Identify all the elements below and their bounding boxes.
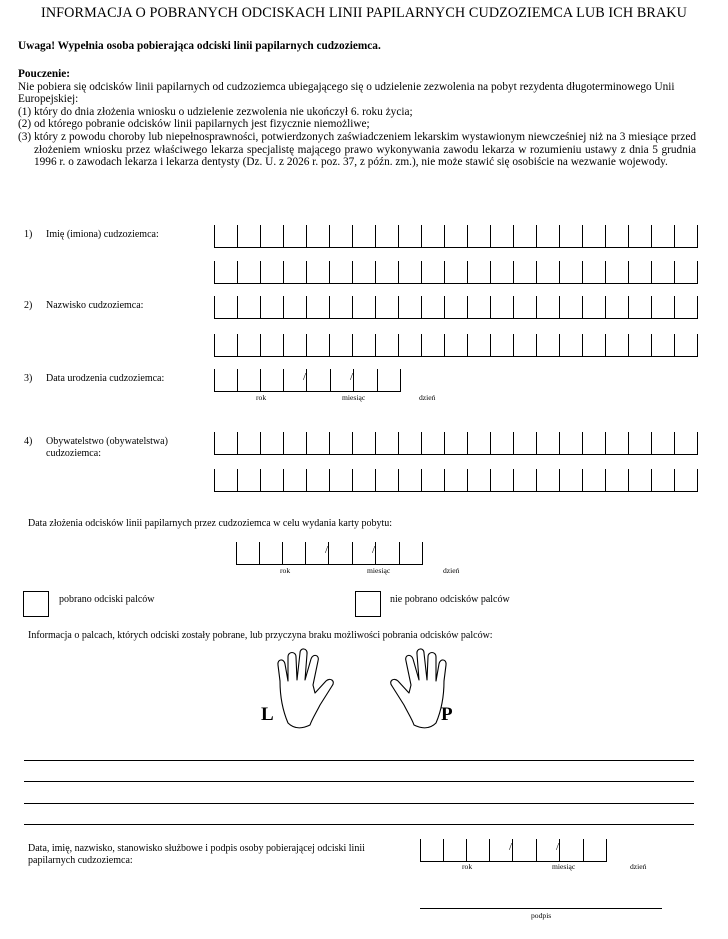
first-name-grid-2[interactable] (214, 261, 698, 284)
writing-line[interactable] (24, 824, 694, 825)
char-cell[interactable] (353, 261, 376, 283)
char-cell[interactable] (422, 432, 445, 454)
char-cell[interactable] (307, 469, 330, 491)
char-cell[interactable] (422, 261, 445, 283)
char-cell[interactable] (238, 334, 261, 356)
char-cell[interactable] (422, 469, 445, 491)
submission-date-grid[interactable] (236, 542, 423, 565)
char-cell[interactable] (560, 432, 583, 454)
char-cell[interactable] (675, 432, 698, 454)
char-cell[interactable] (330, 261, 353, 283)
char-cell[interactable] (261, 432, 284, 454)
char-cell[interactable] (514, 334, 537, 356)
char-cell[interactable] (215, 369, 238, 391)
notice-item: (1) który do dnia złożenia wniosku o udzielenie zezwolenia nie ukończył 6. roku życia; (18, 105, 413, 118)
char-cell[interactable] (444, 839, 467, 861)
char-cell[interactable] (284, 432, 307, 454)
form-title: INFORMACJA O POBRANYCH ODCISKACH LINII PAPILARNYCH CUDZOZIEMCA LUB ICH BRAKU (41, 5, 687, 21)
birth-date-label: Data urodzenia cudzoziemca: (46, 373, 165, 384)
fingerprints-not-taken-label: nie pobrano odcisków palców (390, 594, 510, 605)
char-cell[interactable] (537, 261, 560, 283)
char-cell[interactable] (583, 334, 606, 356)
char-cell[interactable] (238, 432, 261, 454)
day-label: dzień (443, 566, 460, 575)
fingerprints-not-taken-checkbox[interactable] (355, 591, 381, 617)
char-cell[interactable] (513, 839, 537, 861)
char-cell[interactable] (445, 469, 468, 491)
char-cell[interactable] (652, 261, 675, 283)
char-cell[interactable] (560, 469, 583, 491)
char-cell[interactable] (468, 261, 491, 283)
hands-icon (272, 643, 452, 731)
day-label: dzień (419, 393, 436, 402)
char-cell[interactable] (261, 261, 284, 283)
signature-line[interactable] (420, 908, 662, 909)
char-cell[interactable] (261, 296, 284, 318)
char-cell[interactable] (399, 225, 422, 247)
char-cell[interactable] (537, 225, 560, 247)
notice-heading: Pouczenie: (18, 68, 71, 80)
field-number: 2) (24, 300, 33, 311)
char-cell[interactable] (491, 296, 514, 318)
char-cell[interactable] (537, 469, 560, 491)
char-cell[interactable] (283, 542, 306, 564)
first-name-grid-1[interactable] (214, 225, 698, 248)
char-cell[interactable] (422, 334, 445, 356)
char-cell[interactable] (560, 296, 583, 318)
char-cell[interactable] (445, 334, 468, 356)
citizenship-grid-1[interactable] (214, 432, 698, 455)
char-cell[interactable] (629, 432, 652, 454)
char-cell[interactable] (330, 334, 353, 356)
char-cell[interactable] (399, 261, 422, 283)
char-cell[interactable] (307, 334, 330, 356)
char-cell[interactable] (514, 225, 537, 247)
field-number: 3) (24, 373, 33, 384)
char-cell[interactable] (537, 432, 560, 454)
char-cell[interactable] (445, 296, 468, 318)
char-cell[interactable] (629, 296, 652, 318)
char-cell[interactable] (215, 296, 238, 318)
char-cell[interactable] (421, 839, 444, 861)
char-cell[interactable] (284, 334, 307, 356)
char-cell[interactable] (491, 432, 514, 454)
char-cell[interactable] (652, 334, 675, 356)
char-cell[interactable] (307, 261, 330, 283)
char-cell[interactable] (307, 369, 331, 391)
field-number: 4) (24, 436, 33, 447)
char-cell[interactable] (606, 225, 629, 247)
char-cell[interactable] (215, 261, 238, 283)
char-cell[interactable] (514, 469, 537, 491)
char-cell[interactable] (376, 261, 399, 283)
char-cell[interactable] (514, 261, 537, 283)
char-cell[interactable] (514, 432, 537, 454)
char-cell[interactable] (652, 432, 675, 454)
char-cell[interactable] (353, 432, 376, 454)
left-hand-icon (278, 649, 333, 728)
char-cell[interactable] (215, 469, 238, 491)
char-cell[interactable] (215, 334, 238, 356)
char-cell[interactable] (307, 296, 330, 318)
char-cell[interactable] (399, 469, 422, 491)
char-cell[interactable] (537, 334, 560, 356)
notice-item: (2) od którego pobranie odcisków linii papilarnych jest fizycznie niemożliwe; (18, 118, 370, 131)
char-cell[interactable] (583, 225, 606, 247)
char-cell[interactable] (468, 296, 491, 318)
char-cell[interactable] (215, 225, 238, 247)
writing-line[interactable] (24, 760, 694, 761)
char-cell[interactable] (629, 225, 652, 247)
char-cell[interactable] (330, 469, 353, 491)
char-cell[interactable] (468, 432, 491, 454)
char-cell[interactable] (675, 261, 698, 283)
char-cell[interactable] (445, 261, 468, 283)
char-cell[interactable] (399, 334, 422, 356)
signer-label: Data, imię, nazwisko, stanowisko służbowe i podpis osoby pobierającej odciski linii papilarnych cudzoziemca: (28, 843, 365, 866)
char-cell[interactable] (675, 225, 698, 247)
char-cell[interactable] (583, 432, 606, 454)
day-label: dzień (630, 862, 647, 871)
first-name-label: Imię (imiona) cudzoziemca: (46, 229, 159, 240)
char-cell[interactable] (261, 334, 284, 356)
char-cell[interactable] (514, 296, 537, 318)
char-cell[interactable] (376, 542, 400, 564)
signing-date-grid[interactable] (420, 839, 607, 862)
char-cell[interactable] (583, 261, 606, 283)
char-cell[interactable] (652, 225, 675, 247)
char-cell[interactable] (606, 432, 629, 454)
signature-label: podpis (531, 911, 552, 920)
char-cell[interactable] (491, 225, 514, 247)
char-cell[interactable] (560, 225, 583, 247)
right-hand-icon (391, 649, 446, 728)
month-label: miesiąc (367, 566, 391, 575)
submission-date-label: Data złożenia odcisków linii papilarnych przez cudzoziemca w celu wydania karty pobytu: (28, 518, 393, 529)
char-cell[interactable] (260, 542, 283, 564)
char-cell[interactable] (491, 334, 514, 356)
char-cell[interactable] (560, 839, 584, 861)
char-cell[interactable] (376, 469, 399, 491)
char-cell[interactable] (238, 225, 261, 247)
char-cell[interactable] (468, 334, 491, 356)
char-cell[interactable] (583, 296, 606, 318)
char-cell[interactable] (284, 469, 307, 491)
notice-section (18, 68, 696, 169)
birth-date-grid[interactable] (214, 369, 401, 392)
writing-line[interactable] (24, 803, 694, 804)
char-cell[interactable] (376, 296, 399, 318)
char-cell[interactable] (353, 296, 376, 318)
char-cell[interactable] (491, 261, 514, 283)
surname-label: Nazwisko cudzoziemca: (46, 300, 144, 311)
char-cell[interactable] (606, 334, 629, 356)
fingerprints-taken-checkbox[interactable] (23, 591, 49, 617)
surname-grid-2[interactable] (214, 334, 698, 357)
char-cell[interactable] (606, 261, 629, 283)
char-cell[interactable] (261, 225, 284, 247)
char-cell[interactable] (468, 469, 491, 491)
char-cell[interactable] (468, 225, 491, 247)
char-cell[interactable] (675, 469, 698, 491)
right-hand-letter: P (441, 704, 453, 725)
surname-grid-1[interactable] (214, 296, 698, 319)
fingers-info-label: Informacja o palcach, których odciski zostały pobrane, lub przyczyna braku możliwości pobrania odcisków palców: (28, 630, 493, 641)
char-cell[interactable] (583, 469, 606, 491)
char-cell[interactable] (422, 296, 445, 318)
char-cell[interactable] (284, 261, 307, 283)
char-cell[interactable] (238, 369, 261, 391)
char-cell[interactable] (237, 542, 260, 564)
char-cell[interactable] (284, 296, 307, 318)
char-cell[interactable] (606, 469, 629, 491)
char-cell[interactable] (330, 296, 353, 318)
field-number: 1) (24, 229, 33, 240)
char-cell[interactable] (652, 296, 675, 318)
char-cell[interactable] (467, 839, 490, 861)
char-cell[interactable] (329, 542, 353, 564)
char-cell[interactable] (376, 334, 399, 356)
char-cell[interactable] (353, 334, 376, 356)
char-cell[interactable] (491, 469, 514, 491)
char-cell[interactable] (376, 432, 399, 454)
char-cell[interactable] (606, 296, 629, 318)
month-label: miesiąc (552, 862, 576, 871)
char-cell[interactable] (307, 225, 330, 247)
char-cell[interactable] (238, 469, 261, 491)
citizenship-grid-2[interactable] (214, 469, 698, 492)
char-cell[interactable] (376, 225, 399, 247)
char-cell[interactable] (445, 225, 468, 247)
char-cell[interactable] (629, 334, 652, 356)
char-cell[interactable] (238, 296, 261, 318)
char-cell[interactable] (238, 261, 261, 283)
char-cell[interactable] (353, 469, 376, 491)
char-cell[interactable] (378, 369, 401, 391)
char-cell[interactable] (353, 225, 376, 247)
char-cell[interactable] (560, 261, 583, 283)
char-cell[interactable] (537, 296, 560, 318)
char-cell[interactable] (399, 432, 422, 454)
char-cell[interactable] (400, 542, 423, 564)
warning-text: Uwaga! Wypełnia osoba pobierająca odciski linii papilarnych cudzoziemca. (18, 40, 381, 52)
year-label: rok (280, 566, 291, 575)
char-cell[interactable] (354, 369, 378, 391)
year-label: rok (256, 393, 267, 402)
char-cell[interactable] (330, 432, 353, 454)
char-cell[interactable] (629, 261, 652, 283)
char-cell[interactable] (399, 296, 422, 318)
year-label: rok (462, 862, 473, 871)
char-cell[interactable] (629, 469, 652, 491)
fingerprints-taken-label: pobrano odciski palców (59, 594, 155, 605)
char-cell[interactable] (307, 432, 330, 454)
writing-line[interactable] (24, 781, 694, 782)
char-cell[interactable] (445, 432, 468, 454)
char-cell[interactable] (261, 369, 284, 391)
char-cell[interactable] (675, 296, 698, 318)
notice-item: (3) który z powodu choroby lub niepełnosprawności, potwierdzonych zaświadczeniem lekarskim wystawionym niewcześniej niż na 3 miesiące przed złożeniem wniosku przez właściwego lekarza specjalistę mającego prawo wykonywania zawodu lekarza w rozumieniu ustawy z dnia 5 grudnia 1996 r. o zawodach lekarza i lekarza dentysty (Dz. U. z 2026 r. poz. 37, z późn. zm.), nie może stawić się osobiście na wezwanie wojewody. (18, 130, 696, 169)
char-cell[interactable] (422, 225, 445, 247)
char-cell[interactable] (284, 225, 307, 247)
char-cell[interactable] (261, 469, 284, 491)
citizenship-label: Obywatelstwo (obywatelstwa) cudzoziemca: (46, 436, 168, 459)
char-cell[interactable] (215, 432, 238, 454)
char-cell[interactable] (584, 839, 607, 861)
left-hand-letter: L (261, 704, 274, 725)
month-label: miesiąc (342, 393, 366, 402)
char-cell[interactable] (560, 334, 583, 356)
char-cell[interactable] (675, 334, 698, 356)
notice-intro: Nie pobiera się odcisków linii papilarnych od cudzoziemca ubiegającego się o udzielenie zezwolenia na pobyt rezydenta długoterminowego Unii Europejskiej: (18, 80, 675, 106)
char-cell[interactable] (330, 225, 353, 247)
char-cell[interactable] (652, 469, 675, 491)
